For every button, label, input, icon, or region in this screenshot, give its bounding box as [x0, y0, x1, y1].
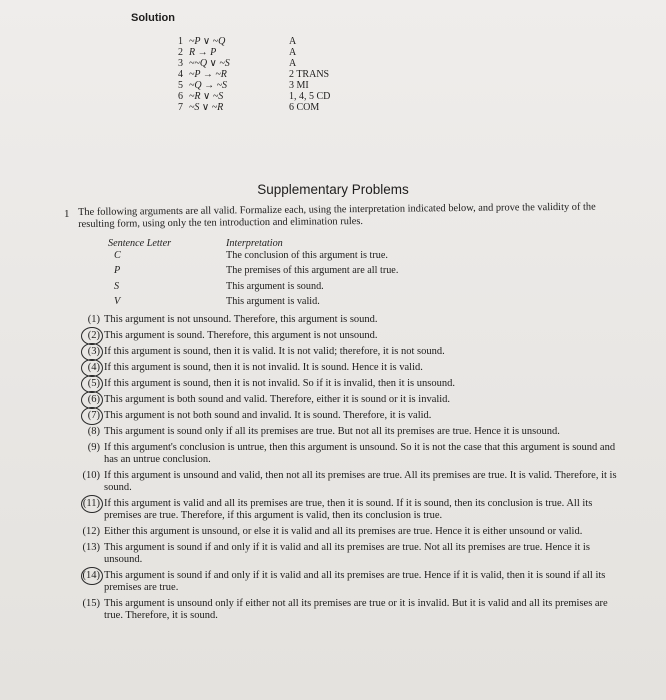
legend-row: [108, 250, 398, 266]
proof-justification: 2 TRANS: [289, 69, 330, 80]
exercise-number: (10): [82, 470, 100, 481]
proof-line-number: 3: [178, 58, 183, 69]
problem-number: 1: [64, 208, 70, 220]
exercise-item: [68, 498, 628, 522]
exercise-text: This argument is sound if and only if it is valid and all its premises are true. Not all its premises are true. Hence it is unsound.: [104, 542, 590, 565]
exercise-item: [68, 426, 628, 438]
problem-instructions: The following arguments are all valid. Formalize each, using the interpretation indicated below, and prove the validity of the resulting form, using only the ten introduction and elimination rules.: [78, 201, 596, 230]
exercise-item: [68, 410, 628, 422]
exercise-number: (13): [82, 542, 100, 553]
proof-justification: 3 MI: [289, 80, 309, 91]
sentence-letter: V: [114, 296, 121, 307]
sentence-letter: C: [114, 249, 121, 261]
exercise-item: [68, 314, 628, 326]
exercise-text: This argument is sound only if all its premises are true. But not all its premises are true. Hence it is unsound.: [104, 426, 560, 437]
interpretation: The premises of this argument are all true.: [226, 265, 399, 276]
interpretation: This argument is valid.: [226, 296, 320, 307]
legend-row: [108, 265, 398, 281]
exercise-item: [68, 362, 628, 374]
proof-justification: 1, 4, 5 CD: [289, 91, 331, 102]
sentence-letter: P: [114, 265, 121, 276]
proof-formula: R → P: [189, 47, 217, 58]
proof-row: [173, 91, 369, 102]
exercise-text: This argument is both sound and valid. Therefore, either it is sound or it is invalid.: [104, 394, 451, 405]
proof-table: [173, 36, 369, 113]
exercise-text: This argument is unsound only if either not all its premises are true or it is invalid. But it is valid and all its premises are true. Therefore, it is sound.: [104, 598, 608, 621]
proof-formula: ~P → ~R: [189, 69, 227, 80]
legend-header-row: [108, 238, 398, 250]
exercise-number: (2): [68, 330, 104, 342]
exercise-number: (12): [82, 526, 100, 537]
exercise-number: (15): [82, 598, 100, 609]
proof-line-number: 2: [178, 47, 183, 58]
pen-circle-mark: [81, 407, 103, 425]
exercise-number: (9): [87, 442, 100, 453]
exercise-item: [68, 346, 628, 358]
exercise-text: This argument is sound. Therefore, this argument is not unsound.: [104, 330, 378, 341]
pen-circle-mark: [81, 567, 103, 585]
legend-header-letter: Sentence Letter: [108, 238, 172, 249]
proof-justification: 6 COM: [289, 102, 320, 113]
exercise-text: If this argument is unsound and valid, then not all its premises are true. All its premises are true. It is valid. Therefore, it is sound.: [104, 470, 617, 493]
exercise-text: If this argument is sound, then it is not invalid. So if it is invalid, then it is unsound.: [104, 378, 455, 389]
exercise-text: If this argument is sound, then it is not invalid. It is sound. Hence it is valid.: [104, 362, 423, 373]
exercise-number: (5): [68, 378, 104, 390]
interpretation: The conclusion of this argument is true.: [226, 249, 388, 261]
exercise-item: [68, 470, 628, 494]
proof-row: [173, 47, 369, 58]
exercise-number: (6): [68, 394, 104, 406]
proof-formula: ~P ∨ ~Q: [189, 36, 226, 47]
proof-row: [173, 69, 369, 80]
solution-heading: Solution: [131, 12, 175, 24]
exercise-text: This argument is not unsound. Therefore, this argument is sound.: [104, 314, 378, 325]
exercise-number: (3): [68, 346, 104, 358]
exercise-item: [68, 394, 628, 406]
exercise-number: (11): [68, 498, 104, 522]
exercise-item: [68, 378, 628, 390]
exercise-text: Either this argument is unsound, or else it is valid and all its premises are true. Hence it is either unsound or valid.: [104, 526, 583, 537]
proof-row: [173, 102, 369, 113]
legend-row: [108, 296, 398, 312]
proof-line-number: 1: [178, 36, 183, 47]
legend-header-interpretation: Interpretation: [226, 238, 283, 249]
proof-line-number: 7: [178, 102, 183, 113]
proof-justification: A: [289, 36, 297, 47]
interpretation: This argument is sound.: [226, 280, 324, 292]
proof-row: [173, 36, 369, 47]
legend-row: [108, 281, 398, 297]
exercise-number: (4): [68, 362, 104, 374]
exercise-item: [68, 570, 628, 594]
proof-row: [173, 58, 369, 69]
proof-row: [173, 80, 369, 91]
proof-justification: A: [289, 47, 297, 58]
proof-formula: ~Q → ~S: [189, 80, 228, 91]
sentence-letter: S: [114, 280, 120, 292]
exercise-text: If this argument is valid and all its premises are true, then it is sound. If it is sound, then its conclusion is true. All its premises are true. Therefore, if this argument is valid, then its conclusion is true.: [104, 498, 593, 521]
exercise-number: (7): [68, 410, 104, 422]
proof-formula: ~~Q ∨ ~S: [189, 58, 230, 69]
proof-line-number: 5: [178, 80, 183, 91]
exercise-list: [68, 314, 628, 626]
proof-formula: ~S ∨ ~R: [189, 102, 224, 113]
exercise-item: [68, 526, 628, 538]
exercise-text: This argument is sound if and only if it is valid and all its premises are true. Hence if it is valid, then it is sound if all its premises are true.: [104, 570, 606, 593]
exercise-item: [68, 442, 628, 466]
proof-line-number: 4: [178, 69, 183, 80]
exercise-text: This argument is not both sound and invalid. It is sound. Therefore, it is valid.: [104, 410, 432, 421]
exercise-text: If this argument is sound, then it is valid. It is not valid; therefore, it is not sound.: [104, 346, 445, 357]
exercise-number: (14): [68, 570, 104, 594]
exercise-number: (8): [87, 426, 100, 437]
exercise-item: [68, 542, 628, 566]
pen-circle-mark: [81, 495, 103, 513]
exercise-number: (1): [87, 314, 100, 325]
proof-formula: ~R ∨ ~S: [189, 91, 224, 102]
proof-justification: A: [289, 58, 297, 69]
section-title: Supplementary Problems: [257, 182, 409, 197]
exercise-item: [68, 330, 628, 342]
exercise-item: [68, 598, 628, 622]
proof-line-number: 6: [178, 91, 183, 102]
exercise-text: If this argument's conclusion is untrue, then this argument is unsound. So it is not the case that this argument is sound and has an untrue conclusion.: [104, 442, 616, 465]
interpretation-table: [108, 238, 398, 312]
